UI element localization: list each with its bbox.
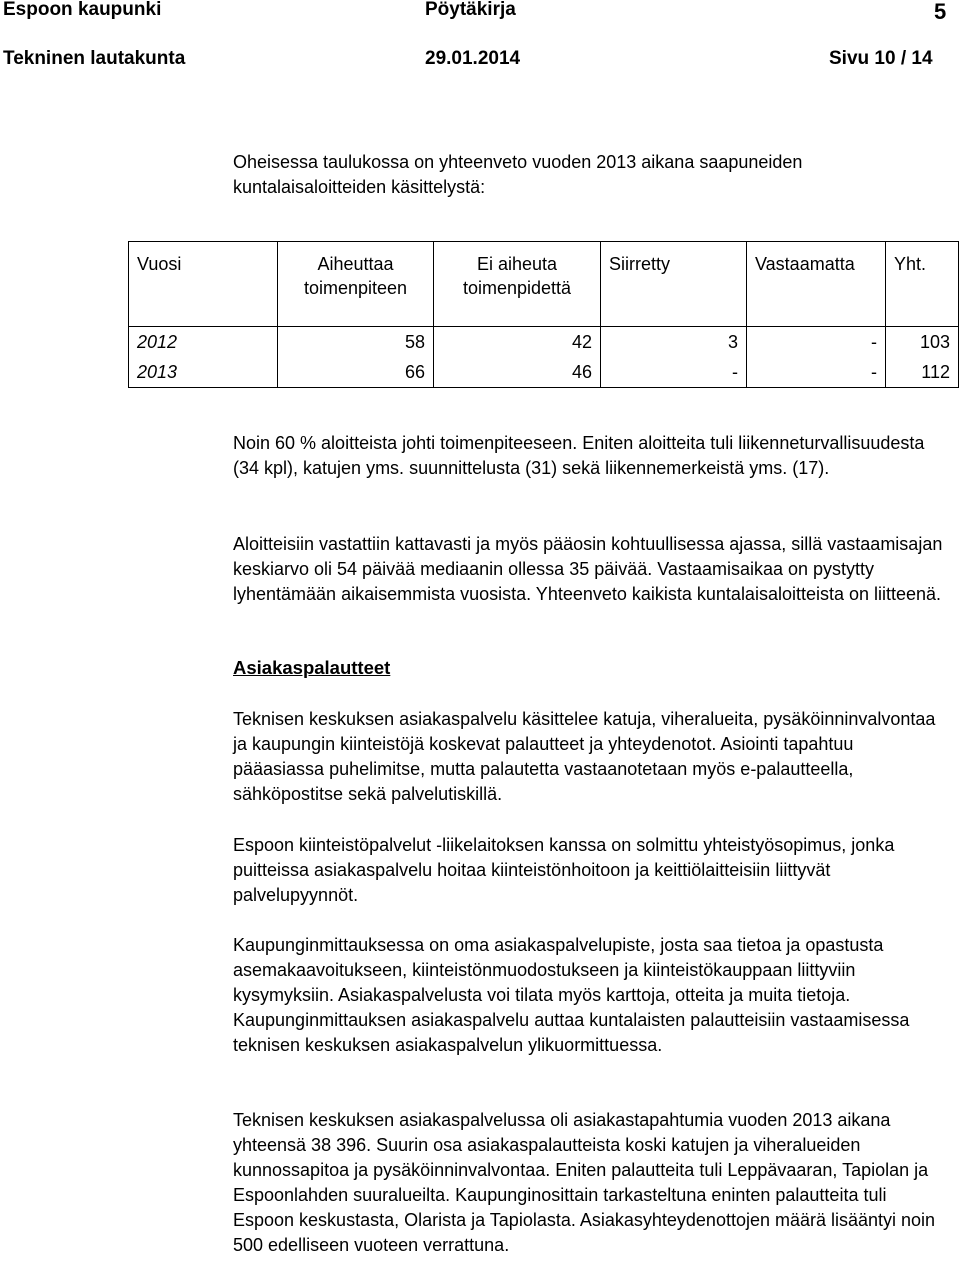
org-name: Espoon kaupunki <box>3 0 162 20</box>
col-header: Ei aiheuta toimenpidettä <box>434 242 601 327</box>
col-header: Vuosi <box>129 242 278 327</box>
col-header: Yht. <box>886 242 959 327</box>
meeting-date: 29.01.2014 <box>425 48 521 69</box>
intro-paragraph: Oheisessa taulukossa on yhteenveto vuoden 2013 aikana saapuneiden kuntalaisaloitteiden käsittelystä: <box>233 152 803 197</box>
paragraph-property-services: Espoon kiinteistöpalvelut -liikelaitoksen kanssa on solmittu yhteistyösopimus, jonka puitteissa asiakaspalvelu hoitaa kiinteistönhoitoon ja keittiölaitteisiin liittyvät palvelupyynnöt. <box>233 835 895 905</box>
paragraph-statistics: Teknisen keskuksen asiakaspalvelussa oli asiakastapahtumia vuoden 2013 aikana yhteensä 38 396. Suurin osa asiakaspalautteista koski katujen ja viheralueiden kunnossapitoa ja pysäköinninvalvontaa. Eniten palautteita tuli Leppävaaran, Tapiolan ja Espoonlahden suuralueilta. Kaupunginosittain tarkasteltuna eninten palautteita tuli Espoon keskustasta, Olarista ja Tapiolasta. Asiakasyhteydenottojen määrä lisääntyi noin 500 edelliseen vuoteen verrattuna. <box>233 1110 936 1255</box>
board-name: Tekninen lautakunta <box>3 48 186 69</box>
table-cell: 46 <box>434 357 601 388</box>
paragraph-customer-service: Teknisen keskuksen asiakaspalvelu käsittelee katuja, viheralueita, pysäköinninvalvontaa ja kaupungin kiinteistöjä koskevat palautteet ja yhteydenotot. Asiointi tapahtuu pääasiassa puhelimitse, mutta palautetta vastaanotetaan myös e-palautteella, sähköpostitse sekä palvelutiskillä. <box>233 709 936 804</box>
table-cell: 2013 <box>129 357 278 388</box>
col-header: Siirretty <box>601 242 747 327</box>
table-cell: 112 <box>886 357 959 388</box>
paragraph-response-time: Aloitteisiin vastattiin kattavasti ja myös pääosin kohtuullisessa ajassa, sillä vastaamisajan keskiarvo oli 54 päivää mediaanin ollessa 35 päivää. Vastaamisaikaa on pystytty lyhentämään aikaisemmista vuosista. Yhteenveto kaikista kuntalaisaloitteista on liitteenä. <box>233 534 943 604</box>
table-header-row <box>129 242 959 327</box>
table-cell: - <box>601 357 747 388</box>
document-type: Pöytäkirja <box>425 0 516 20</box>
table-cell: 103 <box>886 327 959 358</box>
table-cell: 42 <box>434 327 601 358</box>
col-header: Aiheuttaa toimenpiteen <box>278 242 434 327</box>
item-number: 5 <box>934 0 947 24</box>
table-cell: 2012 <box>129 327 278 358</box>
table-cell: 3 <box>601 327 747 358</box>
table-cell: 58 <box>278 327 434 358</box>
paragraph-land-survey: Kaupunginmittauksessa on oma asiakaspalvelupiste, josta saa tietoa ja opastusta asemakaavoitukseen, kiinteistönmuodostukseen ja kiinteistökauppaan liittyviin kysymyksiin. Asiakaspalvelusta voi tilata myös karttoja, otteita ja muita tietoja. Kaupunginmittauksen asiakaspalvelu auttaa kuntalaisten palautteisiin vastaamisessa teknisen keskuksen asiakaspalvelun ylikuormittuessa. <box>233 935 910 1055</box>
col-header: Vastaamatta <box>747 242 886 327</box>
table-row <box>129 327 959 358</box>
section-heading: Asiakaspalautteet <box>233 657 391 678</box>
page-number: Sivu 10 / 14 <box>829 48 933 69</box>
paragraph-results: Noin 60 % aloitteista johti toimenpiteeseen. Eniten aloitteita tuli liikenneturvallisuudesta (34 kpl), katujen yms. suunnittelusta (31) sekä liikennemerkeistä yms. (17). <box>233 433 925 478</box>
initiatives-table <box>128 241 959 388</box>
table-cell: 66 <box>278 357 434 388</box>
table-cell: - <box>747 357 886 388</box>
table-row <box>129 357 959 388</box>
table-cell: - <box>747 327 886 358</box>
